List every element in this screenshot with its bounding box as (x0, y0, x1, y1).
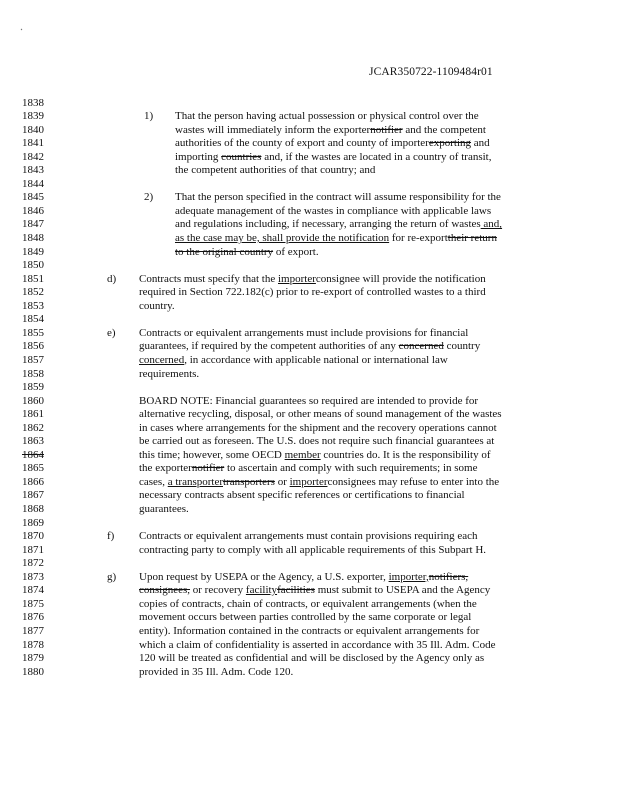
text-run: Contracts must specify that the (139, 272, 278, 285)
line-number: 1855 (22, 326, 44, 339)
text-line (139, 273, 486, 285)
text-line (139, 598, 477, 610)
text-run: which a claim of confidentiality is asserted in accordance with 35 Ill. Adm. Code (139, 638, 496, 651)
line-number: 1877 (22, 624, 44, 637)
deleted-text: countries (221, 150, 262, 163)
text-run: contracting party to comply with all applicable requirements of this Subpart H. (139, 543, 487, 556)
text-run: country (443, 340, 481, 353)
text-run: cases, (139, 475, 168, 488)
deleted-text: notifier (370, 123, 403, 136)
text-run: this time; however, some OECD (139, 448, 285, 461)
deleted-text: notifiers, (428, 570, 469, 583)
text-run: adequate management of the wastes in compliance with applicable laws (175, 204, 492, 217)
text-run: guarantees. (139, 503, 189, 515)
text-run: and (471, 137, 490, 150)
line-number: 1873 (22, 570, 44, 583)
line-number: 1867 (22, 489, 44, 502)
inserted-text: importer, (388, 570, 429, 583)
text-line (139, 571, 468, 583)
text-run: and regulations including, if necessary, arranging the return of wastes (175, 218, 481, 231)
line-number: 1848 (22, 232, 44, 244)
line-number: 1859 (22, 381, 44, 394)
text-run: That the person having actual possession or physical control over the (175, 110, 479, 123)
text-line (139, 462, 477, 474)
text-run: alternative recycling, disposal, or other means of sound management of the wastes (139, 408, 502, 421)
line-number: 1861 (22, 408, 44, 421)
text-line (175, 164, 375, 176)
inserted-text: a transporter (167, 475, 223, 488)
inserted-text: and, (480, 218, 503, 231)
text-line (139, 422, 497, 434)
line-number: 1862 (22, 421, 44, 434)
text-line (139, 286, 486, 298)
line-number: 1869 (22, 516, 44, 529)
text-run: the competent authorities of that country; and (175, 164, 376, 177)
text-line (175, 137, 490, 149)
text-line (175, 246, 319, 258)
text-run: Upon request by USEPA or the Agency, a U.S. exporter, (139, 570, 389, 583)
line-number: 1865 (22, 462, 44, 475)
text-run: be carried out as foreseen. The U.S. does not require such financial guarantees at (139, 435, 495, 448)
deleted-text: to the original country (175, 245, 274, 258)
list-marker: d) (107, 272, 117, 285)
text-run: consignee will provide the notification (315, 272, 486, 285)
inserted-text: importer (278, 272, 316, 285)
text-run: wastes will immediately inform the exporter (175, 123, 371, 136)
text-run: guarantees, if required by the competent authorities of any (139, 340, 399, 353)
line-number: 1840 (22, 123, 44, 136)
line-number: 1845 (22, 191, 44, 204)
list-marker: 1) (144, 110, 154, 123)
line-number: 1849 (22, 245, 44, 258)
text-run: and the competent (402, 123, 486, 136)
text-line (139, 530, 477, 542)
line-number: 1851 (22, 272, 44, 285)
line-number: 1870 (22, 530, 44, 543)
deleted-text: concerned (398, 340, 444, 353)
line-number: 1839 (22, 110, 44, 123)
line-number: 1864 (22, 448, 44, 461)
line-number: 1868 (22, 503, 44, 515)
text-run: or recovery (190, 584, 246, 597)
text-run: 120 will be treated as confidential and will be disclosed by the Agency only as (139, 652, 485, 665)
text-run: provided in 35 Ill. Adm. Code 120. (139, 665, 294, 678)
text-line (139, 476, 499, 488)
text-line (175, 191, 501, 203)
line-number: 1875 (22, 597, 44, 610)
text-run: country. (139, 299, 175, 312)
list-marker: g) (107, 570, 117, 583)
deleted-text: facilities (277, 584, 315, 597)
text-run: the exporter (139, 462, 192, 475)
text-run: and, if the wastes are located in a country of transit, (261, 150, 492, 163)
text-line (139, 544, 486, 556)
line-number: 1852 (22, 286, 44, 299)
text-run: to ascertain and comply with such requirements; in some (224, 462, 478, 475)
text-line (139, 300, 175, 312)
text-run: , in accordance with applicable national or international law (184, 353, 448, 366)
line-number: 1866 (22, 475, 44, 488)
text-line (175, 151, 491, 163)
text-run: entity). Information contained in the contracts or equivalent arrangements for (139, 624, 480, 637)
text-line (139, 666, 293, 678)
line-number: 1880 (22, 665, 44, 678)
line-number: 1841 (22, 137, 44, 150)
list-marker: e) (107, 326, 116, 339)
text-line (139, 584, 490, 596)
text-run: for re-export (389, 232, 448, 244)
text-run: importing (175, 150, 222, 163)
inserted-text: member (284, 448, 321, 461)
document-id: JCAR350722-1109484r01 (369, 66, 493, 78)
text-line (139, 611, 471, 623)
inserted-text: importer (289, 475, 328, 488)
text-line (139, 652, 484, 664)
line-number: 1860 (22, 394, 44, 407)
list-marker: f) (107, 530, 115, 543)
deleted-text: their return (447, 232, 497, 244)
text-line (175, 205, 491, 217)
text-run: countries do. It is the responsibility of (320, 448, 491, 461)
line-number: 1844 (22, 177, 44, 190)
text-line (139, 327, 468, 339)
text-run: Contracts or equivalent arrangements must contain provisions requiring each (139, 530, 478, 543)
text-run: BOARD NOTE: Financial guarantees so required are intended to provide for (139, 394, 479, 407)
text-line (175, 110, 479, 122)
line-number: 1843 (22, 164, 44, 177)
inserted-text: facility (245, 584, 278, 597)
line-number: 1847 (22, 218, 44, 231)
line-number: 1874 (22, 584, 44, 597)
text-run: necessary contracts absent specific references or certifications to financial (139, 489, 465, 502)
line-number: 1846 (22, 204, 44, 217)
text-run: movement occurs between parties controlled by the same corporate or legal (139, 611, 472, 624)
text-run: Contracts or equivalent arrangements must include provisions for financial (139, 326, 469, 339)
text-line (139, 625, 479, 637)
text-line (139, 639, 495, 651)
deleted-text: notifier (191, 462, 225, 475)
text-line (139, 368, 199, 380)
inserted-text: as the case may be, shall provide the notification (175, 232, 390, 244)
text-line (175, 232, 497, 244)
text-line (175, 124, 486, 136)
text-line (139, 449, 491, 461)
text-run: consignees may refuse to enter into the (327, 475, 500, 488)
text-line (139, 408, 502, 420)
line-number: 1858 (22, 367, 44, 380)
line-number: 1863 (22, 435, 44, 448)
line-number: 1854 (22, 313, 44, 326)
line-number: 1842 (22, 150, 44, 163)
text-run: authorities of the county of export and county of importer (175, 137, 429, 150)
text-run: must submit to USEPA and the Agency (314, 584, 491, 597)
text-run: That the person specified in the contract will assume responsibility for the (175, 191, 501, 204)
line-number: 1838 (22, 96, 44, 109)
text-line (139, 435, 494, 447)
deleted-text: consignees, (139, 584, 191, 597)
line-number: 1879 (22, 652, 44, 665)
deleted-text: exporting (428, 137, 472, 150)
text-line (139, 340, 480, 352)
line-number: 1876 (22, 611, 44, 624)
text-line (139, 395, 478, 407)
text-line (175, 218, 502, 230)
line-number: 1853 (22, 299, 44, 312)
text-run: in cases where arrangements for the shipment and the recovery operations cannot (139, 421, 497, 434)
list-marker: 2) (144, 191, 154, 204)
scan-speck (20, 18, 23, 21)
line-number: 1850 (22, 259, 44, 272)
text-run: of export. (273, 245, 319, 258)
line-number: 1871 (22, 543, 44, 556)
line-number: 1856 (22, 340, 44, 353)
text-line (139, 354, 448, 366)
text-run: requirements. (139, 367, 200, 380)
text-run: copies of contracts, chain of contracts, or equivalent arrangements (when the (139, 597, 477, 610)
deleted-text: transporters (223, 475, 275, 488)
inserted-text: concerned (139, 353, 185, 366)
text-line (139, 503, 189, 515)
line-number: 1857 (22, 353, 44, 366)
line-number: 1872 (22, 557, 44, 570)
text-line (139, 489, 465, 501)
text-run: or (274, 475, 290, 488)
text-run: required in Section 722.182(c) prior to re-export of controlled wastes to a third (139, 286, 486, 299)
line-number: 1878 (22, 638, 44, 651)
